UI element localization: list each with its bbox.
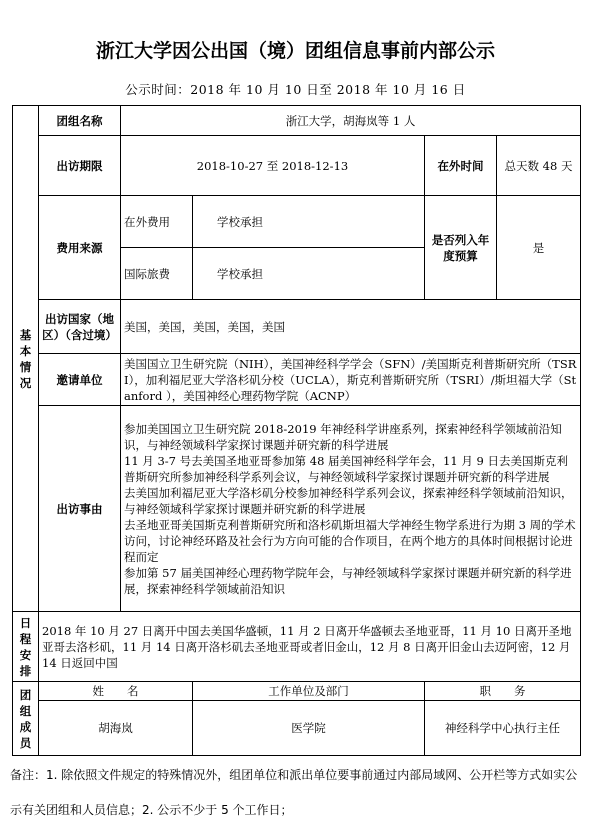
purpose-label: 出访事由 [39, 406, 121, 612]
info-table [12, 105, 581, 756]
purpose-line: 去圣地亚哥美国斯克利普斯研究所和洛杉矶斯坦福大学神经生物学系进行为期 3 周的学术访问，讨论神经环路及社会行为方向可能的合作项目，在两个地方的具体时间根据讨论进程而定 [124, 517, 576, 564]
funding-row-1 [13, 196, 581, 248]
purpose-line: 参加美国国立卫生研究院 2018-2019 年神经科学讲座系列，探索神经科学领域前沿知识，与神经领域科学家探讨课题并研究新的科学进展 [124, 421, 562, 452]
countries-label: 出访国家（地区）（含过境） [39, 300, 121, 354]
days-abroad-value: 总天数 48 天 [497, 136, 581, 196]
abroad-cost-value: 学校承担 [193, 196, 425, 248]
member-row [13, 701, 581, 756]
member-name: 胡海岚 [39, 701, 193, 756]
publicity-period: 公示时间：2018 年 10 月 10 日至 2018 年 10 月 16 日 [125, 82, 466, 97]
group-name-value: 浙江大学，胡海岚等 1 人 [121, 106, 581, 136]
travel-cost-label: 国际旅费 [121, 248, 193, 300]
travel-cost-value: 学校承担 [193, 248, 425, 300]
group-name-row [13, 106, 581, 136]
member-position: 神经科学中心执行主任 [425, 701, 581, 756]
purpose-value [121, 406, 581, 612]
purpose-line: 参加第 57 届美国神经心理药物学院年会，与神经领域科学家探讨课题并研究新的科学进展，探索神经科学领域前沿知识 [124, 565, 572, 596]
schedule-value: 2018 年 10 月 27 日离开中国去美国华盛顿，11 月 2 日离开华盛顿去圣地亚哥，11 月 10 日离开圣地亚哥去洛杉矶，11 月 14 日离开洛杉矶去圣地亚哥或者旧金山，12 月 8 日离开旧金山去迈阿密，12 月 14 日返回中国 [39, 612, 581, 682]
members-header-row [13, 682, 581, 701]
days-abroad-label: 在外时间 [425, 136, 497, 196]
schedule-row [13, 612, 581, 682]
footnote: 备注：1. 除依照文件规定的特殊情况外，组团单位和派出单位要事前通过内部局域网、公开栏等方式如实公示有关团组和人员信息；2. 公示不少于 5 个工作日； [10, 768, 578, 817]
abroad-cost-label: 在外费用 [121, 196, 193, 248]
purpose-line: 去美国加利福尼亚大学洛杉矶分校参加神经科学系列会议，探索神经科学领域前沿知识，与神经领域科学家探讨课题并研究新的科学进展 [124, 485, 573, 516]
purpose-line: 11 月 3-7 号去美国圣地亚哥参加第 48 届美国神经科学年会，11 月 9 日去美国斯克利普斯研究所参加神经科学系列会议，与神经领域科学家探讨课题并研究新的科学进展 [124, 453, 568, 484]
group-name-label: 团组名称 [39, 106, 121, 136]
schedule-label: 日程安排 [13, 612, 39, 682]
countries-row [13, 300, 581, 354]
members-header-name: 姓 名 [39, 682, 193, 701]
inviters-label: 邀请单位 [39, 354, 121, 406]
inviters-row [13, 354, 581, 406]
inviters-value: 美国国立卫生研究院（NIH），美国神经科学学会（SFN）/美国斯克利普斯研究所（TSRI），加利福尼亚大学洛杉矶分校（UCLA），斯克利普斯研究所（TSRI）/斯坦福大学（Stanford ），美国神经心理药物学院（ACNP） [121, 354, 581, 406]
visit-period-label: 出访期限 [39, 136, 121, 196]
member-unit: 医学院 [193, 701, 425, 756]
members-header-unit: 工作单位及部门 [193, 682, 425, 701]
page-title: 浙江大学因公出国（境）团组信息事前内部公示 [95, 40, 495, 62]
basic-info-label: 基本情况 [13, 106, 39, 612]
budget-label: 是否列入年度预算 [425, 196, 497, 300]
visit-period-row [13, 136, 581, 196]
budget-value: 是 [497, 196, 581, 300]
funding-label: 费用来源 [39, 196, 121, 300]
purpose-row [13, 406, 581, 612]
visit-period-value: 2018-10-27 至 2018-12-13 [121, 136, 425, 196]
countries-value: 美国，美国，美国，美国，美国 [121, 300, 581, 354]
members-header-position: 职 务 [425, 682, 581, 701]
members-label: 团组成员 [13, 682, 39, 756]
